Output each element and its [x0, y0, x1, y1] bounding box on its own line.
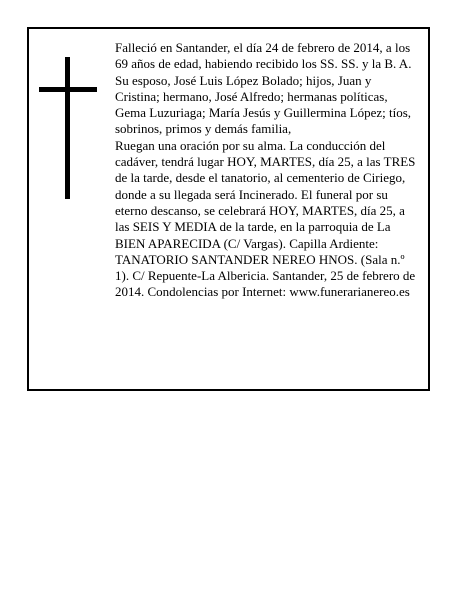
- cross-horizontal-bar: [39, 87, 97, 92]
- notice-services-paragraph: Ruegan una oración por su alma. La conducción del cadáver, tendrá lugar HOY, MARTES, día 25, a las TRES de la tarde, desde el tanatorio, al cementerio de Ciriego, donde a su llegada será Incinerado. El funeral por su eterno descanso, se celebrará HOY, MARTES, día 25, a las SEIS Y MEDIA de la tarde, en la parroquia de La BIEN APARECIDA (C/ Vargas). Capilla Ardiente: TANATORIO SANTANDER NEREO HNOS. (Sala n.º 1). C/ Repuente-La Albericia. Santander, 25 de febrero de 2014. Condolencias por Internet: www.funerarianereo.es: [115, 137, 416, 300]
- cross-icon: [39, 57, 99, 199]
- notice-intro-paragraph: Falleció en Santander, el día 24 de febrero de 2014, a los 69 años de edad, habiendo recibido los SS. SS. y la B. A.: [115, 40, 412, 72]
- notice-family-paragraph: Su esposo, José Luis López Bolado; hijos, Juan y Cristina; hermano, José Alfredo; hermanas políticas, Gema Luzuriaga; María Jesús y Guillermina López; tíos, sobrinos, primos y demás familia,: [115, 72, 412, 137]
- cross-vertical-bar: [65, 57, 70, 199]
- notice-body: [115, 40, 417, 301]
- obituary-notice: [27, 27, 430, 391]
